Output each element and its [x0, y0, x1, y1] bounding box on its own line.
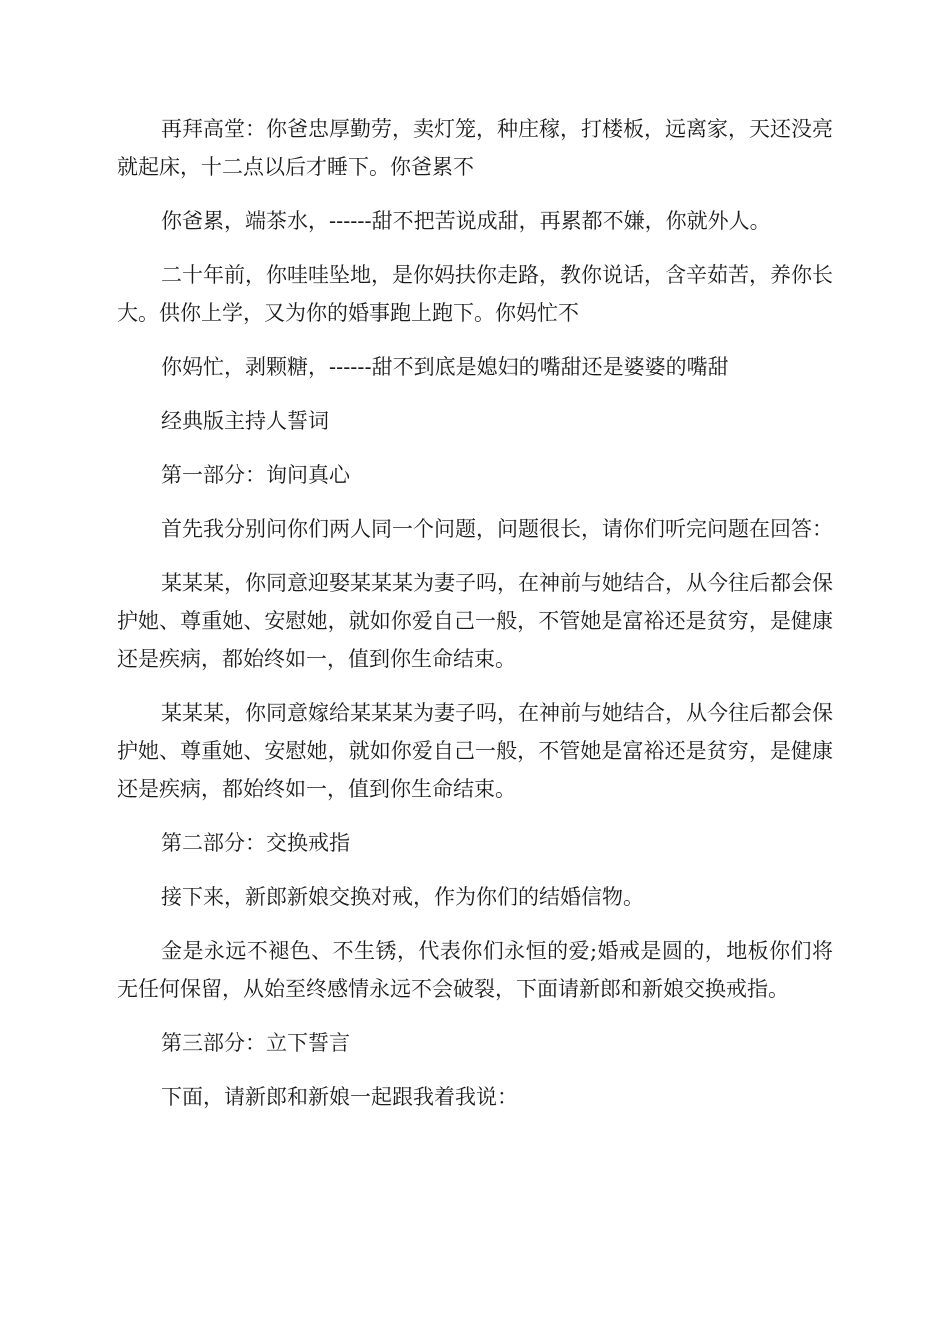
paragraph-ring-exchange: 接下来，新郎新娘交换对戒，作为你们的结婚信物。: [161, 885, 644, 909]
part-heading-3: 第三部分：立下誓言: [161, 1031, 350, 1055]
paragraph-ring-meaning: 金是永远不褪色、不生锈，代表你们永恒的爱;婚戒是圆的，地板你们将无任何保留，从始至终感情永远不会破裂，下面请新郎和新娘交换戒指。: [117, 939, 833, 1001]
paragraph-bride-question: 某某某，你同意嫁给某某某为妻子吗，在神前与她结合，从今往后都会保护她、尊重她、安慰她，就如你爱自己一般，不管她是富裕还是贫穷，是健康还是疾病，都始终如一，值到你生命结束。: [117, 701, 833, 801]
paragraph-mother-candy: 你妈忙，剥颗糖，------甜不到底是媳妇的嘴甜还是婆婆的嘴甜: [161, 355, 729, 379]
paragraph-thanks-mother: 二十年前，你哇哇坠地，是你妈扶你走路，教你说话，含辛茹苦，养你长大。供你上学，又为你的婚事跑上跑下。你妈忙不: [117, 263, 833, 325]
section-heading-classic-vows: 经典版主持人誓词: [161, 409, 329, 433]
paragraph-vow-intro: 下面，请新郎和新娘一起跟我着我说：: [161, 1085, 518, 1109]
paragraph-father-tea: 你爸累，端茶水，------甜不把苦说成甜，再累都不嫌，你就外人。: [161, 209, 771, 233]
paragraph-question-intro: 首先我分别问你们两人同一个问题，问题很长，请你们听完问题在回答：: [161, 517, 833, 541]
document-body: [117, 110, 833, 1132]
part-heading-2: 第二部分：交换戒指: [161, 831, 350, 855]
paragraph-thanks-father: 再拜高堂：你爸忠厚勤劳，卖灯笼，种庄稼，打楼板，远离家，天还没亮就起床，十二点以后才睡下。你爸累不: [117, 117, 833, 179]
part-heading-1: 第一部分：询问真心: [161, 463, 350, 487]
paragraph-groom-question: 某某某，你同意迎娶某某某为妻子吗，在神前与她结合，从今往后都会保护她、尊重她、安慰她，就如你爱自己一般，不管她是富裕还是贫穷，是健康还是疾病，都始终如一，值到你生命结束。: [117, 571, 833, 671]
